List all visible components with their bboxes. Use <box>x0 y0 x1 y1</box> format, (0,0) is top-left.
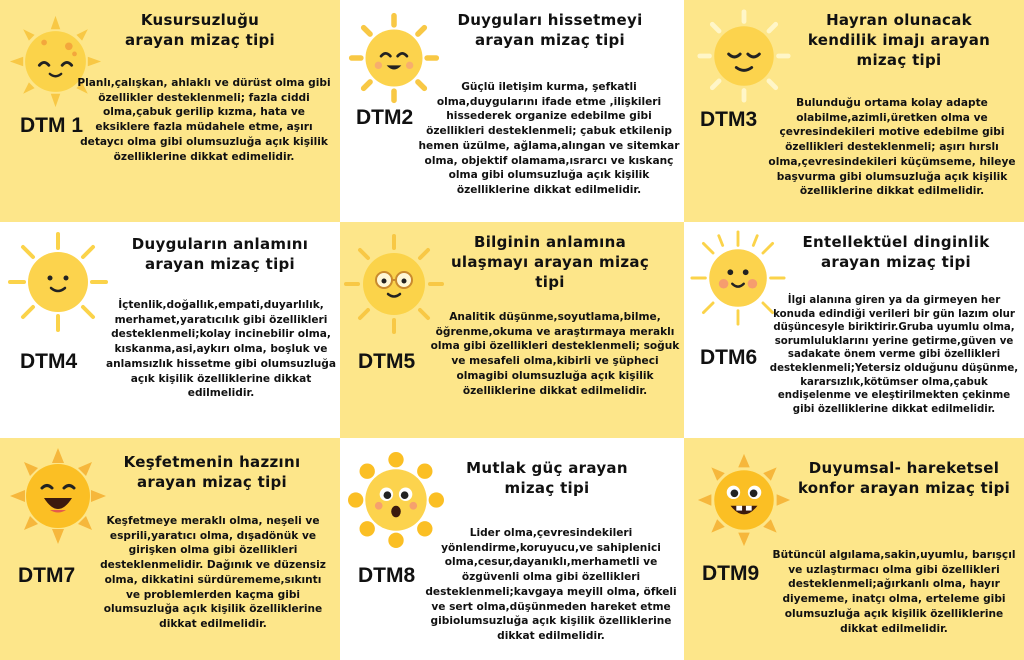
card-code: DTM7 <box>18 564 76 587</box>
card-title: Bilginin anlamına ulaşmayı arayan mizaç tipi <box>450 233 650 291</box>
card-dtm4 <box>0 222 340 438</box>
card-code: DTM9 <box>702 562 760 585</box>
card-description: İçtenlik,doğallık,empati,duyarlılık, merhamet,yaratıcılık gibi özellikleri desteklenmeli;kolay incinebilir olma, kıskanma,asi,aykırı olma, boşluk ve anlamsızlık hissetme gibi olumsuzluğa açık kişilik özelliklerine dikkat edilmelidir. <box>105 299 337 400</box>
card-code: DTM4 <box>20 350 78 373</box>
card-dtm3 <box>684 0 1024 222</box>
card-code: DTM3 <box>700 108 758 131</box>
card-code: DTM 1 <box>20 114 83 137</box>
card-description: Güçlü iletişim kurma, şefkatli olma,duygularını ifade etme ,ilişkileri hissederek organize edebilme gibi özellikleri desteklenmeli; çabuk etkilenip hemen üzülme, ağlama,alıngan ve sitemkar olma, objektif olamama,ısrarcı ve kıskanç olma gibi olumsuzluğa açık kişilik özelliklerine dikkat edilmelidir. <box>418 81 680 196</box>
card-dtm5 <box>340 222 684 438</box>
card-dtm1 <box>0 0 340 222</box>
card-description: Analitik düşünme,soyutlama,bilme, öğrenme,okuma ve araştırmaya meraklı olma gibi özellikleri desteklenmeli; soğuk ve mesafeli olma,kibirli ve şüpheci olmagibi olumsuzluğa açık kişilik özelliklerine dikkat edilmelidir. <box>430 311 680 397</box>
card-dtm9 <box>684 438 1024 660</box>
card-description: Keşfetmeye meraklı olma, neşeli ve esprili,yaratıcı olma, dışadönük ve girişken olma gibi özellikleri desteklenmelidir. Dağınık ve düzensiz olma, dikkatini sürdürememe,sıkıntı ve problemlerden kaçma gibi olumsuzluğa açık kişilik özelliklerine dikkat edilmelidir. <box>100 515 326 630</box>
card-code: DTM6 <box>700 346 758 369</box>
card-dtm2 <box>340 0 684 222</box>
card-description: Bütüncül algılama,sakin,uyumlu, barışçıl ve uzlaştırmacı olma gibi özellikleri desteklenmeli;ağırkanlı olma, hayır diyememe, inatçı olma, erteleme gibi olumsuzluğa açık kişilik özelliklerine dikkat edilmelidir. <box>772 549 1016 635</box>
card-title: Keşfetmenin hazzını arayan mizaç tipi <box>123 453 301 491</box>
grinning-sun-icon <box>696 452 792 548</box>
glasses-sun-icon <box>344 234 444 334</box>
card-title: Duyguları hissetmeyi arayan mizaç tipi <box>457 11 643 49</box>
card-dtm7 <box>0 438 340 660</box>
card-code: DTM8 <box>358 564 416 587</box>
card-dtm8 <box>340 438 684 660</box>
card-code: DTM5 <box>358 350 416 373</box>
card-description: Lider olma,çevresindekileri yönlendirme,koruyucu,ve sahiplenici olma,cesur,dayanıklı,merhametli ve özgüvenli olma gibi özellikleri desteklenmeli;kavgaya meyill olma, öfkeli ve sert olma,düşünmeden hareket etme gibiolumsuzluğa açık kişilik özelliklerine dikkat edilmelidir. <box>425 527 677 642</box>
card-title: Entellektüel dinginlik arayan mizaç tipi <box>802 233 990 271</box>
card-description: Bulunduğu ortama kolay adapte olabilme,azimli,üretken olma ve çevresindekileri motive edebilme gibi özellikleri desteklenmeli; aşırı hırslı olma,çevresindekileri küçümseme, hileye başvurma gibi olumsuzluğa açık kişilik özelliklerine dikkat edilmelidir. <box>768 97 1016 198</box>
card-title: Mutlak güç arayan mizaç tipi <box>466 459 628 497</box>
card-description: Planlı,çalışkan, ahlaklı ve dürüst olma gibi özellikler desteklenmeli; fazla ciddi olma,çabuk gerilip kızma, hata ve eksiklere fazla müdahele etme, aşırı detaycı olma gibi olumsuzluğa açık kişilik özelliklerine dikkat edimelidir. <box>77 77 331 163</box>
card-title: Hayran olunacak kendilik imajı arayan mizaç tipi <box>807 11 991 69</box>
card-title: Kusursuzluğu arayan mizaç tipi <box>124 11 275 49</box>
card-code: DTM2 <box>356 106 414 129</box>
simple-sun-icon <box>8 232 108 332</box>
card-description: İlgi alanına giren ya da girmeyen her konuda edindiği verileri bir gün lazım olur düşüncesyle biriktirir.Gruba uyumlu olma, sorumluluklarını yerine getirme,güven ve sadakate önem verme gibi özellikleri desteklenmeli;Yetersiz olduğunu düşünme, kararsızlık,kötümser olma,çabuk endişelenme ve eleştirilmekten çekinme gibi özelliklerine dikkat edilmelidir. <box>769 295 1019 415</box>
card-title: Duyguların anlamını arayan mizaç tipi <box>131 235 309 273</box>
card-title: Duyumsal- hareketsel konfor arayan mizaç tipi <box>797 459 1011 497</box>
calm-sun-icon <box>696 8 792 104</box>
card-dtm6 <box>684 222 1024 438</box>
laughing-sun-icon <box>8 446 108 546</box>
